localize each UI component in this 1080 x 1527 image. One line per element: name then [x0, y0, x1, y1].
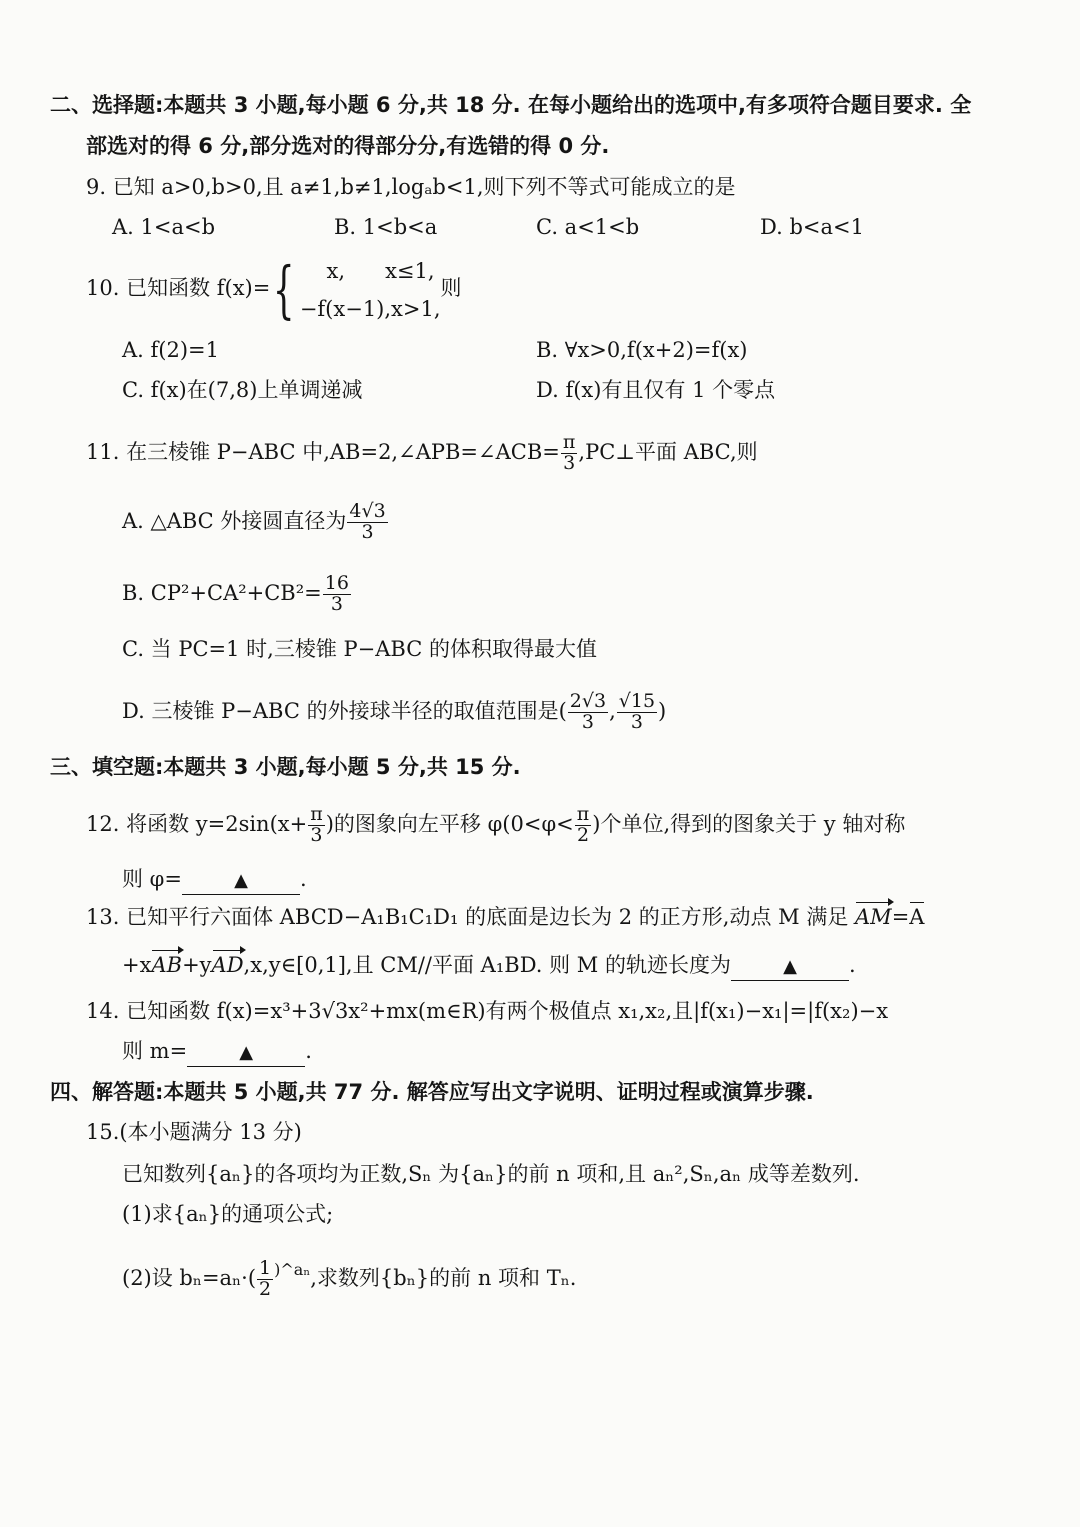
q9-option-a: A. 1<a<b [112, 215, 216, 239]
question-9-stem: 9. 已知 a>0,b>0,且 a≠1,b≠1,logₐb<1,则下列不等式可能成立的是 [86, 175, 736, 199]
answer-blank[interactable] [182, 866, 300, 895]
q12-pre: 12. 将函数 y=2sin(x+ [86, 812, 308, 836]
q11-option-c: C. 当 PC=1 时,三棱锥 P−ABC 的体积取得最大值 [122, 637, 597, 661]
question-14-line-1: 14. 已知函数 f(x)=x³+3√3x²+mx(m∈R)有两个极值点 x₁,x₂,且|f(x₁)−x₁|=|f(x₂)−x [86, 999, 889, 1023]
fraction-numerator: 1 [259, 1257, 272, 1280]
piecewise-brace-icon: { [273, 252, 295, 326]
fraction-numerator: 16 [324, 572, 349, 595]
triangle-marker-icon: ▲ [234, 870, 248, 891]
fraction-denominator: 3 [330, 593, 343, 615]
fraction [617, 692, 657, 733]
q12-answer-line [122, 862, 307, 896]
fraction-numerator: π [576, 803, 590, 826]
q10-option-b: B. ∀x>0,f(x+2)=f(x) [536, 338, 748, 362]
fraction-numerator: √15 [618, 690, 656, 713]
triangle-marker-icon: ▲ [783, 956, 797, 977]
answer-blank[interactable] [731, 952, 849, 981]
fraction-denominator: 3 [310, 824, 323, 846]
q12-mid: )的图象向左平移 φ(0<φ< [325, 812, 574, 836]
q11-d-close: ) [658, 699, 667, 723]
question-13-line-1 [86, 900, 924, 934]
q13-text: 13. 已知平行六面体 ABCD−A₁B₁C₁D₁ 的底面是边长为 2 的正方形,动点 M 满足 [86, 905, 849, 929]
piecewise-cases [300, 252, 441, 328]
question-15-part-2 [122, 1244, 576, 1304]
question-10-stem [86, 250, 462, 328]
q11-b-text: B. CP²+CA²+CB²= [122, 581, 322, 605]
question-15-header: 15.(本小题满分 13 分) [86, 1120, 302, 1144]
fraction-pi-over-3 [561, 433, 578, 474]
q11-d-text: D. 三棱锥 P−ABC 的外接球半径的取值范围是( [122, 699, 567, 723]
fraction [568, 692, 608, 733]
fraction-denominator: 3 [630, 711, 643, 733]
q10-option-d: D. f(x)有且仅有 1 个零点 [536, 378, 776, 402]
fraction-numerator: π [310, 803, 323, 826]
fraction [308, 805, 325, 846]
q10-option-c: C. f(x)在(7,8)上单调递减 [122, 378, 363, 402]
q9-option-b: B. 1<b<a [334, 215, 438, 239]
question-11-stem [86, 428, 758, 476]
fraction-denominator: 3 [563, 452, 576, 474]
triangle-marker-icon: ▲ [239, 1042, 254, 1063]
fraction-numerator: 4√3 [349, 500, 386, 523]
fraction-denominator: 2 [576, 824, 590, 846]
vector-ad: AD [212, 948, 244, 982]
fraction-numerator: 2√3 [569, 690, 607, 713]
q15-p2-pre: (2)设 bₙ=aₙ·( [122, 1266, 257, 1290]
fraction [323, 574, 351, 615]
q12-post: )个单位,得到的图象关于 y 轴对称 [592, 812, 906, 836]
fraction [257, 1259, 273, 1300]
fraction [347, 502, 387, 543]
fraction [575, 805, 592, 846]
q11-option-b [122, 567, 352, 619]
section-2-heading: 二、选择题:本题共 3 小题,每小题 6 分,共 18 分. 在每小题给出的选项中,有多项符合题目要求. 全 [50, 93, 972, 117]
q13-rest: ,x,y∈[0,1],且 CM//平面 A₁BD. 则 M 的轨迹长度为 [243, 953, 731, 977]
q14-answer-label: 则 m= [122, 1039, 188, 1063]
answer-blank[interactable] [187, 1038, 305, 1067]
vector-ab: AB [151, 948, 182, 982]
section-4-heading: 四、解答题:本题共 5 小题,共 77 分. 解答应写出文字说明、证明过程或演算步骤. [50, 1080, 814, 1104]
piecewise-case-2: −f(x−1),x>1, [299, 296, 441, 321]
q13-eq: = [891, 905, 910, 929]
question-13-line-2 [122, 948, 856, 982]
q13-plus-y: +y [182, 953, 212, 977]
q11-option-d [122, 684, 666, 738]
q13-period: . [849, 953, 856, 977]
q12-answer-label: 则 φ= [122, 867, 182, 891]
question-15-stem: 已知数列{aₙ}的各项均为正数,Sₙ 为{aₙ}的前 n 项和,且 aₙ²,Sₙ,aₙ 成等差数列. [122, 1162, 860, 1186]
q12-period: . [299, 867, 307, 891]
q15-p2-post: ,求数列{bₙ}的前 n 项和 Tₙ. [310, 1266, 577, 1290]
q11-option-a [122, 495, 389, 547]
question-12-stem [86, 800, 905, 848]
q13-plus-x: +x [122, 953, 152, 977]
vector-am: AM [855, 900, 892, 934]
question-15-part-1: (1)求{aₙ}的通项公式; [122, 1202, 334, 1226]
q9-option-d: D. b<a<1 [760, 215, 864, 239]
q10-stem-post: 则 [440, 276, 462, 300]
fraction-numerator: π [562, 431, 576, 454]
fraction-denominator: 2 [259, 1278, 272, 1300]
q11-stem-post: ,PC⊥平面 ABC,则 [578, 440, 758, 464]
vector-a-truncated: A [909, 900, 924, 934]
fraction-denominator: 3 [361, 521, 374, 543]
q11-a-text: A. △ABC 外接圆直径为 [122, 509, 347, 533]
q14-period: . [305, 1039, 312, 1063]
fraction-denominator: 3 [581, 711, 594, 733]
q9-option-c: C. a<1<b [536, 215, 640, 239]
section-3-heading: 三、填空题:本题共 3 小题,每小题 5 分,共 15 分. [50, 755, 521, 779]
q15-p2-exponent: )^aₙ [274, 1260, 311, 1279]
question-14-line-2 [122, 1034, 312, 1068]
section-2-heading-cont: 部选对的得 6 分,部分选对的得部分分,有选错的得 0 分. [86, 134, 610, 158]
piecewise-case-1: x, x≤1, [299, 258, 435, 283]
q10-option-a: A. f(2)=1 [122, 338, 219, 362]
q10-stem-pre: 10. 已知函数 f(x)= [86, 276, 271, 300]
q11-d-comma: , [609, 699, 616, 723]
q11-stem-pre: 11. 在三棱锥 P−ABC 中,AB=2,∠APB=∠ACB= [86, 440, 560, 464]
